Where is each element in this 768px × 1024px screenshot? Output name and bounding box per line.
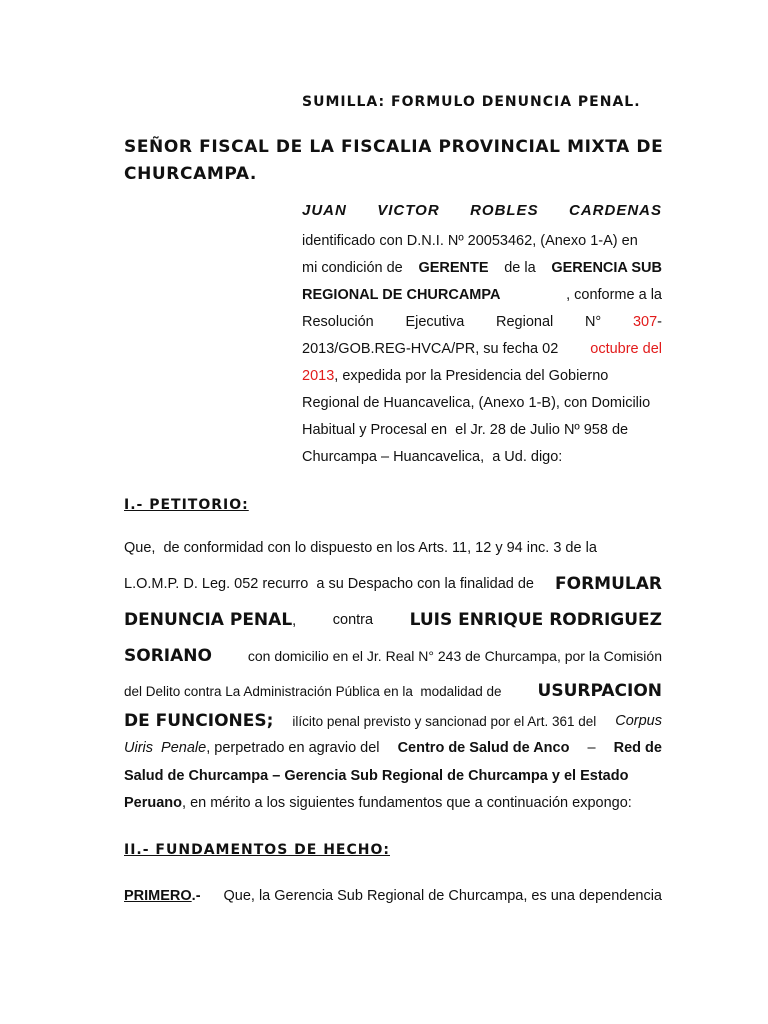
- addressee-line-2: CHURCAMPA.: [124, 164, 257, 184]
- petitioner-block: [302, 202, 662, 471]
- name-word: VICTOR: [377, 202, 440, 219]
- petitorio-paragraph: [124, 540, 662, 816]
- petitioner-line: Churcampa – Huancavelica, a Ud. digo:: [302, 449, 563, 465]
- name-word: ROBLES: [470, 202, 539, 219]
- paragraph-line: L.O.M.P. D. Leg. 052 recurro a su Despacho con la finalidad de FORMULAR: [124, 574, 662, 594]
- paragraph-line: SORIANO con domicilio en el Jr. Real N° 243 de Churcampa, por la Comisión: [124, 646, 662, 666]
- petitioner-line: REGIONAL DE CHURCAMPA , conforme a la: [302, 287, 662, 303]
- petitioner-line: identificado con D.N.I. Nº 20053462, (Anexo 1-A) en: [302, 233, 638, 249]
- petitioner-name: [302, 202, 662, 228]
- addressee: [124, 134, 663, 188]
- petitioner-line: 2013, expedida por la Presidencia del Gobierno: [302, 368, 609, 384]
- name-word: JUAN: [302, 202, 347, 219]
- primero-paragraph: [124, 888, 662, 904]
- petitioner-line: Habitual y Procesal en el Jr. 28 de Julio Nº 958 de: [302, 422, 629, 438]
- paragraph-line: Que, de conformidad con lo dispuesto en los Arts. 11, 12 y 94 inc. 3 de la: [124, 540, 597, 556]
- sumilla: SUMILLA: FORMULO DENUNCIA PENAL.: [302, 94, 641, 110]
- section-heading-petitorio: I.- PETITORIO:: [124, 497, 249, 513]
- paragraph-line: PRIMERO.- Que, la Gerencia Sub Regional de Churcampa, es una dependencia: [124, 888, 662, 904]
- paragraph-line: Salud de Churcampa – Gerencia Sub Regional de Churcampa y el Estado: [124, 767, 629, 784]
- paragraph-line: Peruano , en mérito a los siguientes fundamentos que a continuación expongo:: [124, 794, 632, 811]
- paragraph-line: DE FUNCIONES; ilícito penal previsto y sancionad por el Art. 361 del Corpus: [124, 711, 662, 731]
- petitioner-line: Resolución Ejecutiva Regional N° 307-: [302, 314, 662, 330]
- paragraph-line: Uiris Penale, perpetrado en agravio del Centro de Salud de Anco – Red de: [124, 740, 662, 756]
- section-heading-fundamentos: II.- FUNDAMENTOS DE HECHO:: [124, 842, 390, 858]
- petitioner-line: mi condición de GERENTE de la GERENCIA SUB: [302, 260, 662, 276]
- addressee-line-1: SEÑOR FISCAL DE LA FISCALIA PROVINCIAL MIXTA DE: [124, 137, 664, 157]
- name-word: CARDENAS: [568, 202, 662, 219]
- petitioner-line: 2013/GOB.REG-HVCA/PR, su fecha 02 octubre del: [302, 341, 662, 357]
- paragraph-line: DENUNCIA PENAL, contra LUIS ENRIQUE RODRIGUEZ: [124, 610, 662, 630]
- petitioner-line: Regional de Huancavelica, (Anexo 1-B), con Domicilio: [302, 395, 651, 411]
- paragraph-line: del Delito contra La Administración Pública en la modalidad de USURPACION: [124, 681, 662, 701]
